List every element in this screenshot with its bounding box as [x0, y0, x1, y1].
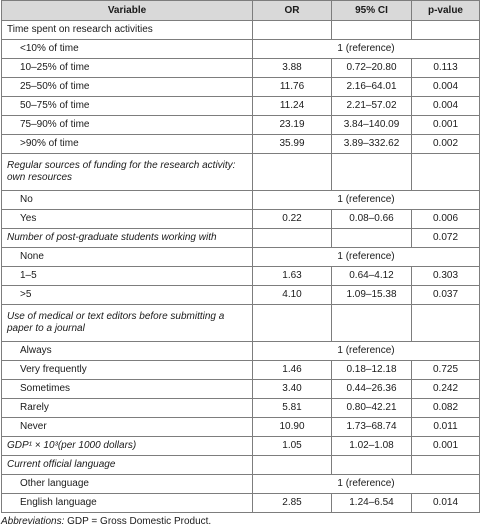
row-label: 75–90% of time [2, 116, 253, 135]
or-value [253, 154, 332, 191]
reference-row [2, 248, 480, 267]
table-row [2, 380, 480, 399]
p-value: 0.072 [412, 229, 480, 248]
row-label: English language [2, 494, 253, 513]
header-p-value: p-value [412, 1, 480, 21]
p-value: 0.725 [412, 361, 480, 380]
or-value [253, 305, 332, 342]
row-label: Use of medical or text editors before submitting a paper to a journal [2, 305, 253, 342]
row-label: No [2, 191, 253, 210]
row-label: GDP¹ × 10³(per 1000 dollars) [2, 437, 253, 456]
table-row-gdp [2, 437, 480, 456]
section-row [2, 229, 480, 248]
footnote-label: Abbreviations: [1, 516, 65, 527]
or-value: 11.76 [253, 78, 332, 97]
table-row [2, 286, 480, 305]
table-row [2, 135, 480, 154]
ci-value: 0.08–0.66 [332, 210, 412, 229]
or-value: 1.63 [253, 267, 332, 286]
row-label: 25–50% of time [2, 78, 253, 97]
p-value: 0.113 [412, 59, 480, 78]
ci-value: 2.21–57.02 [332, 97, 412, 116]
ci-value [332, 305, 412, 342]
ci-value: 1.73–68.74 [332, 418, 412, 437]
footnote-text: GDP = Gross Domestic Product. [64, 516, 212, 527]
reference-value: 1 (reference) [253, 342, 480, 361]
table-row [2, 418, 480, 437]
table-footnote [1, 515, 479, 528]
ci-value: 1.24–6.54 [332, 494, 412, 513]
table-row [2, 78, 480, 97]
ci-value: 3.89–332.62 [332, 135, 412, 154]
or-value [253, 456, 332, 475]
ci-value: 2.16–64.01 [332, 78, 412, 97]
ci-value: 1.09–15.38 [332, 286, 412, 305]
reference-value: 1 (reference) [253, 191, 480, 210]
p-value: 0.011 [412, 418, 480, 437]
section-row [2, 21, 480, 40]
or-value: 1.46 [253, 361, 332, 380]
or-value [253, 229, 332, 248]
table-row [2, 399, 480, 418]
p-value: 0.303 [412, 267, 480, 286]
or-value [253, 21, 332, 40]
table-row [2, 494, 480, 513]
reference-row [2, 40, 480, 59]
section-row [2, 456, 480, 475]
p-value: 0.006 [412, 210, 480, 229]
reference-row [2, 342, 480, 361]
row-label: Very frequently [2, 361, 253, 380]
ci-value: 0.80–42.21 [332, 399, 412, 418]
p-value: 0.001 [412, 437, 480, 456]
row-label: Rarely [2, 399, 253, 418]
p-value: 0.037 [412, 286, 480, 305]
row-label: Number of post-graduate students working with [2, 229, 253, 248]
table-header-row [2, 1, 480, 21]
row-label: 1–5 [2, 267, 253, 286]
table-row [2, 97, 480, 116]
row-label: <10% of time [2, 40, 253, 59]
row-label: >90% of time [2, 135, 253, 154]
row-label: Yes [2, 210, 253, 229]
or-value: 3.88 [253, 59, 332, 78]
or-value: 2.85 [253, 494, 332, 513]
header-or: OR [253, 1, 332, 21]
or-value: 23.19 [253, 116, 332, 135]
table-row [2, 361, 480, 380]
or-value: 0.22 [253, 210, 332, 229]
p-value: 0.004 [412, 78, 480, 97]
row-label: None [2, 248, 253, 267]
ci-value [332, 21, 412, 40]
or-value: 11.24 [253, 97, 332, 116]
reference-value: 1 (reference) [253, 248, 480, 267]
or-value: 4.10 [253, 286, 332, 305]
row-label: Never [2, 418, 253, 437]
row-label: Always [2, 342, 253, 361]
row-label: 10–25% of time [2, 59, 253, 78]
section-row [2, 305, 480, 342]
or-value: 5.81 [253, 399, 332, 418]
table-body [2, 21, 480, 513]
p-value: 0.001 [412, 116, 480, 135]
ci-value: 0.44–26.36 [332, 380, 412, 399]
p-value [412, 154, 480, 191]
reference-row [2, 191, 480, 210]
row-label: Time spent on research activities [2, 21, 253, 40]
p-value: 0.082 [412, 399, 480, 418]
ci-value: 0.18–12.18 [332, 361, 412, 380]
row-label: >5 [2, 286, 253, 305]
p-value [412, 456, 480, 475]
ci-value: 0.64–4.12 [332, 267, 412, 286]
ci-value [332, 154, 412, 191]
ci-value: 3.84–140.09 [332, 116, 412, 135]
row-label: Current official language [2, 456, 253, 475]
p-value [412, 305, 480, 342]
or-value: 10.90 [253, 418, 332, 437]
header-ci: 95% CI [332, 1, 412, 21]
ci-value: 0.72–20.80 [332, 59, 412, 78]
ci-value: 1.02–1.08 [332, 437, 412, 456]
row-label: Sometimes [2, 380, 253, 399]
ci-value [332, 229, 412, 248]
odds-ratio-table [1, 0, 480, 513]
reference-value: 1 (reference) [253, 475, 480, 494]
p-value: 0.014 [412, 494, 480, 513]
table-row [2, 210, 480, 229]
p-value [412, 21, 480, 40]
or-value: 1.05 [253, 437, 332, 456]
row-label: Regular sources of funding for the research activity: own resources [2, 154, 253, 191]
row-label: 50–75% of time [2, 97, 253, 116]
section-row [2, 154, 480, 191]
reference-value: 1 (reference) [253, 40, 480, 59]
or-value: 3.40 [253, 380, 332, 399]
reference-row [2, 475, 480, 494]
table-row [2, 267, 480, 286]
header-variable: Variable [2, 1, 253, 21]
p-value: 0.242 [412, 380, 480, 399]
table-row [2, 116, 480, 135]
or-value: 35.99 [253, 135, 332, 154]
table-row [2, 59, 480, 78]
ci-value [332, 456, 412, 475]
results-table-container [1, 0, 479, 528]
p-value: 0.002 [412, 135, 480, 154]
p-value: 0.004 [412, 97, 480, 116]
row-label: Other language [2, 475, 253, 494]
